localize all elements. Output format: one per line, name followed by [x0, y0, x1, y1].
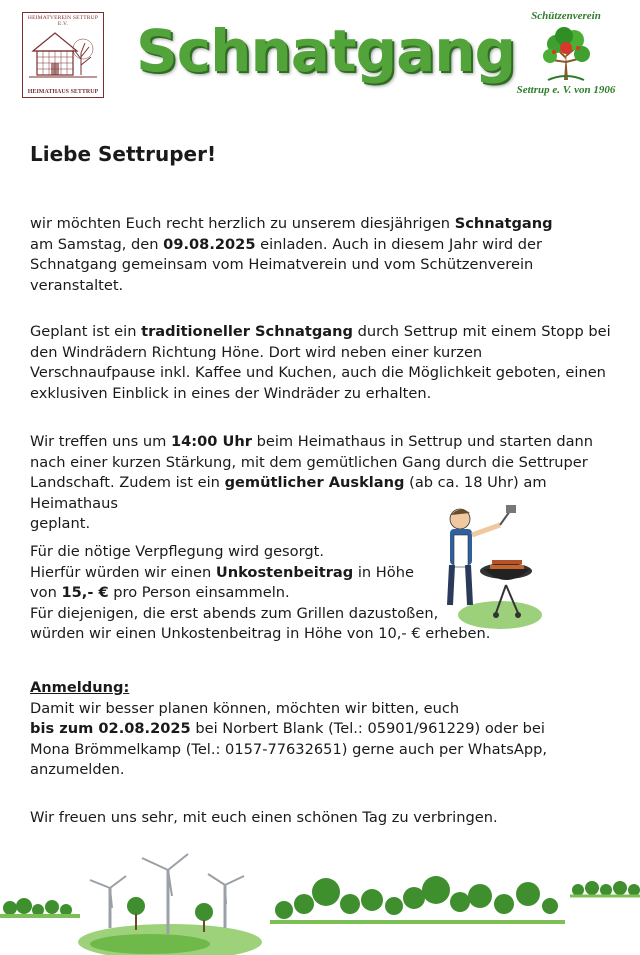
- landscape-footer-illustration: [0, 830, 640, 955]
- paragraph-catering: Für die nötige Verpflegung wird gesorgt. Hierfür würden wir einen Unkostenbeitrag in Höhe von 15,- € pro Person einsammeln. Für diejenigen, die erst abends zum Grillen dazustoßen, würden wir einen Unkostenbeitrag in Höhe von 10,- € erheben.: [30, 543, 491, 642]
- header: [0, 0, 640, 110]
- heimatverein-logo: [22, 12, 104, 98]
- schuetzen-logo-name: Schützenverein: [531, 10, 601, 22]
- paragraph-closing: Wir freuen uns sehr, mit euch einen schönen Tag zu verbringen.: [30, 809, 498, 826]
- page-title: Schnatgang: [136, 17, 516, 85]
- tree-row-right: [275, 876, 558, 919]
- paragraph-meeting: Wir treffen uns um 14:00 Uhr beim Heimathaus in Settrup und starten dann nach einer kurzen Stärkung, mit dem gemütlichen Gang durch die Settruper Landschaft. Zudem ist ein gemütlicher Ausklang (ab ca. 18 Uhr) am Heimathaus geplant.: [30, 433, 594, 532]
- registration-heading: Anmeldung:: [30, 679, 130, 696]
- paragraph-plan: Geplant ist ein traditioneller Schnatgang durch Settrup mit einem Stopp bei den Windrädern Richtung Höne. Dort wird neben einer kurzen Verschnaufpause inkl. Kaffee und Kuchen, auch die Möglichkeit geboten, einen exklusiven Einblick in eines der Windräder zu erhalten.: [30, 323, 611, 402]
- tree-row-left: [3, 898, 72, 916]
- heimat-logo-top-text: HEIMATVEREIN SETTRUP E.V.: [27, 15, 99, 27]
- tree-logo-icon: [538, 24, 594, 82]
- greeting-heading: Liebe Settruper!: [30, 142, 217, 166]
- grill-man-illustration: [430, 505, 545, 630]
- schuetzen-logo-subtitle: Settrup e. V. von 1906: [516, 84, 616, 96]
- paragraph-registration: Anmeldung: Damit wir besser planen können, möchten wir bitten, euch bis zum 02.08.2025 bei Norbert Blank (Tel.: 05901/961229) oder bei Mona Brömmelkamp (Tel.: 0157-77632651) gerne auch per WhatsApp, anzumelden.: [30, 678, 620, 781]
- wind-turbines: [90, 854, 244, 934]
- paragraph-intro: wir möchten Euch recht herzlich zu unserem diesjährigen Schnatgang am Samstag, den 09.08.2025 einladen. Auch in diesem Jahr wird der Schnatgang gemeinsam vom Heimatverein und vom Schützenverein veranstaltet.: [30, 215, 553, 294]
- heimathaus-drawing-icon: [27, 23, 99, 83]
- heimat-logo-bottom-text: HEIMATHAUS SETTRUP: [27, 89, 99, 95]
- letter-content: [30, 140, 620, 826]
- schuetzenverein-logo: [500, 6, 632, 106]
